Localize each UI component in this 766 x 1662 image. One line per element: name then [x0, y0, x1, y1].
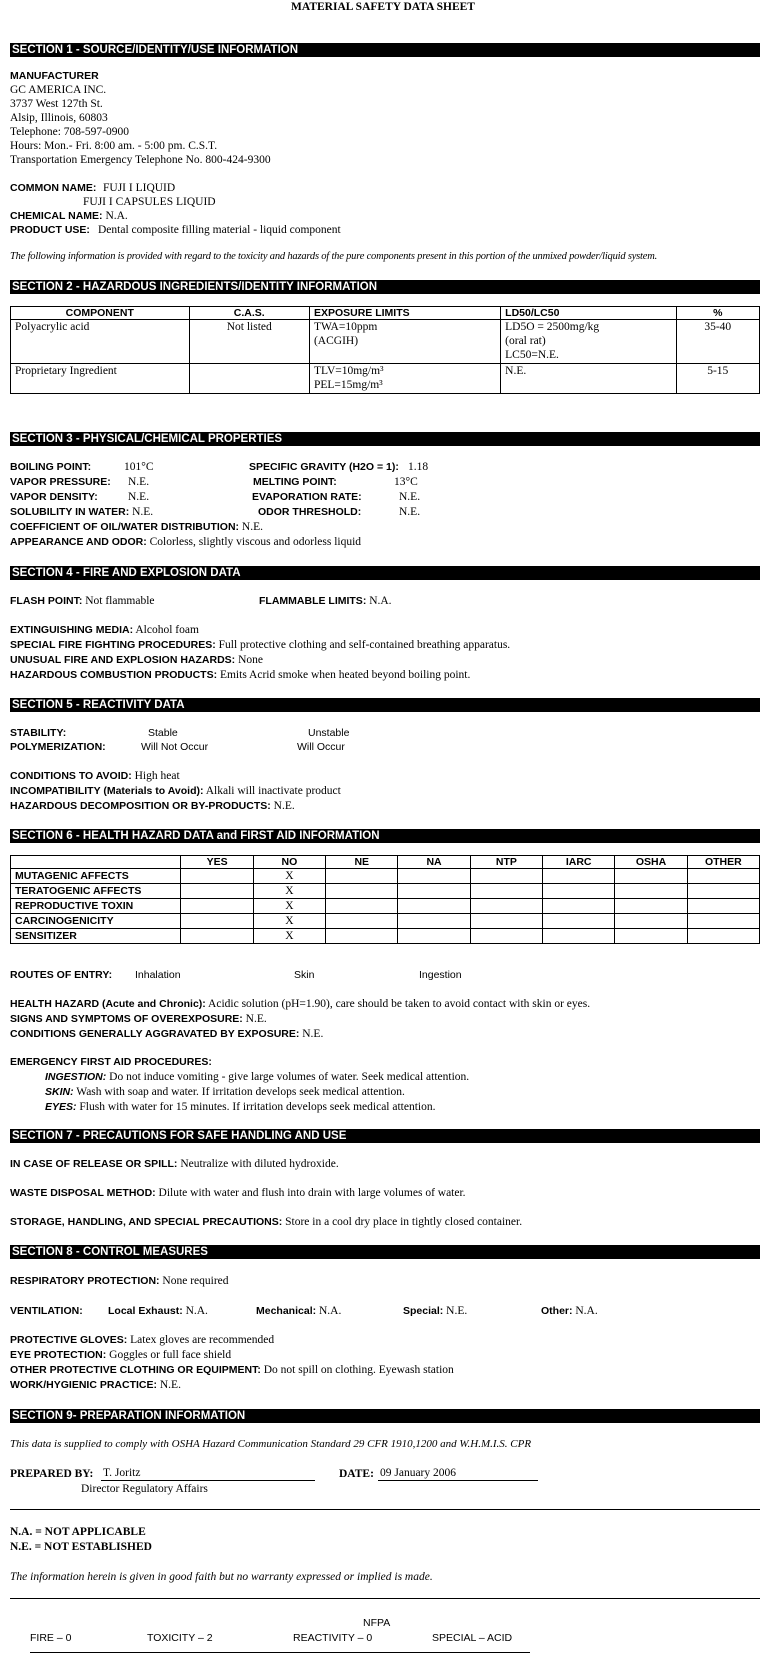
no-mark: X [253, 929, 325, 944]
conditions-aggravated-label: CONDITIONS GENERALLY AGGRAVATED BY EXPOSURE: [10, 1028, 300, 1040]
table-row [11, 884, 760, 899]
stable-option: Stable [148, 727, 178, 739]
col-blank [11, 856, 181, 869]
section-6-header: SECTION 6 - HEALTH HAZARD DATA and FIRST AID INFORMATION [10, 829, 760, 843]
signs-symptoms-label: SIGNS AND SYMPTOMS OF OVEREXPOSURE: [10, 1013, 243, 1025]
special-label: Special: [403, 1305, 444, 1317]
route-skin: Skin [294, 969, 315, 981]
divider [30, 1652, 530, 1653]
evaporation-rate-value: N.E. [399, 491, 421, 503]
no-mark: X [253, 884, 325, 899]
nfpa-toxicity: TOXICITY – 2 [147, 1632, 213, 1644]
gloves-label: PROTECTIVE GLOVES: [10, 1334, 128, 1346]
coefficient-label: COEFFICIENT OF OIL/WATER DISTRIBUTION: [10, 521, 240, 533]
stability-label: STABILITY: [10, 727, 67, 739]
will-occur-option: Will Occur [297, 741, 345, 753]
percent-cell: 5-15 [676, 364, 759, 394]
address-line-1: 3737 West 127th St. [10, 98, 103, 110]
odor-threshold-label: ODOR THRESHOLD: [258, 506, 362, 518]
work-practice-label: WORK/HYGIENIC PRACTICE: [10, 1379, 157, 1391]
common-name-2: FUJI I CAPSULES LIQUID [83, 196, 216, 208]
hazard-label: CARCINOGENICITY [11, 914, 181, 929]
evaporation-rate-label: EVAPORATION RATE: [252, 491, 362, 503]
flash-point-label: FLASH POINT: [10, 595, 83, 607]
flammable-limits-value: N.A. [369, 595, 392, 607]
ne-definition: N.E. = NOT ESTABLISHED [10, 1541, 152, 1553]
col-ntp: NTP [470, 856, 542, 869]
hazard-label: SENSITIZER [11, 929, 181, 944]
no-mark: X [253, 869, 325, 884]
other-clothing-value: Do not spill on clothing. Eyewash station [263, 1364, 454, 1376]
storage-label: STORAGE, HANDLING, AND SPECIAL PRECAUTIONS: [10, 1216, 283, 1228]
section-8-header: SECTION 8 - CONTROL MEASURES [10, 1245, 760, 1259]
conditions-aggravated-value: N.E. [302, 1028, 324, 1040]
hazard-label: TERATOGENIC AFFECTS [11, 884, 181, 899]
specific-gravity-value: 1.18 [408, 461, 429, 473]
col-iarc: IARC [543, 856, 615, 869]
boiling-point-label: BOILING POINT: [10, 461, 92, 473]
vapor-density-value: N.E. [128, 491, 150, 503]
unusual-hazards-label: UNUSUAL FIRE AND EXPLOSION HAZARDS: [10, 654, 236, 666]
incompatibility-value: Alkali will inactivate product [205, 785, 341, 797]
specific-gravity-label: SPECIFIC GRAVITY (H2O = 1): [249, 461, 399, 473]
decomposition-value: N.E. [273, 800, 295, 812]
divider [10, 1598, 760, 1599]
ingestion-value: Do not induce vomiting - give large volumes of water. Seek medical attention. [109, 1071, 470, 1083]
col-other: OTHER [687, 856, 759, 869]
storage-value: Store in a cool dry place in tightly closed container. [285, 1216, 523, 1228]
table-row [11, 899, 760, 914]
exposure-cell [309, 364, 500, 394]
exposure-cell [309, 320, 500, 364]
health-hazard-label: HEALTH HAZARD (Acute and Chronic): [10, 998, 206, 1010]
route-ingestion: Ingestion [419, 969, 462, 981]
waste-disposal-value: Dilute with water and flush into drain with large volumes of water. [158, 1187, 466, 1199]
table-row [11, 914, 760, 929]
cas-cell [189, 364, 309, 394]
exposure-line: TLV=10mg/m³ [313, 365, 384, 377]
section-4-header: SECTION 4 - FIRE AND EXPLOSION DATA [10, 566, 760, 580]
health-hazard-value: Acidic solution (pH=1.90), care should be taken to avoid contact with skin or eyes. [208, 998, 591, 1010]
section-9-header: SECTION 9- PREPARATION INFORMATION [10, 1409, 760, 1423]
boiling-point-value: 101°C [124, 461, 154, 473]
flash-point-value: Not flammable [85, 595, 155, 607]
section-2-header: SECTION 2 - HAZARDOUS INGREDIENTS/IDENTITY INFORMATION [10, 280, 760, 294]
divider [10, 1509, 760, 1510]
exposure-line: PEL=15mg/m³ [313, 379, 383, 391]
vapor-density-label: VAPOR DENSITY: [10, 491, 98, 503]
mechanical-label: Mechanical: [256, 1305, 317, 1317]
manufacturer-label: MANUFACTURER [10, 70, 99, 82]
eyes-label: EYES: [45, 1101, 77, 1113]
ld50-cell: N.E. [501, 364, 676, 394]
ld50-cell [501, 320, 676, 364]
eye-protection-label: EYE PROTECTION: [10, 1349, 107, 1361]
hazard-label: MUTAGENIC AFFECTS [11, 869, 181, 884]
table-row [11, 364, 760, 394]
melting-point-value: 13°C [394, 476, 418, 488]
toxicity-note: The following information is provided with regard to the toxicity and hazards of the pure components present in this portion of the unmixed powder/liquid system. [10, 251, 658, 262]
first-aid-label: EMERGENCY FIRST AID PROCEDURES: [10, 1056, 212, 1068]
odor-threshold-value: N.E. [399, 506, 421, 518]
ld50-line: LD5O = 2500mg/kg [505, 321, 600, 333]
extinguishing-value: Alcohol foam [135, 624, 199, 636]
component-cell: Polyacrylic acid [11, 320, 190, 364]
conditions-to-avoid-value: High heat [134, 770, 180, 782]
unstable-option: Unstable [308, 727, 350, 739]
col-yes: YES [181, 856, 253, 869]
date-label: DATE: [339, 1468, 374, 1480]
signs-symptoms-value: N.E. [245, 1013, 267, 1025]
coefficient-value: N.E. [241, 521, 264, 533]
col-exposure-limits: EXPOSURE LIMITS [309, 307, 500, 320]
health-hazard-table [10, 855, 760, 944]
respiratory-label: RESPIRATORY PROTECTION: [10, 1275, 160, 1287]
hours: Hours: Mon.- Fri. 8:00 am. - 5:00 pm. C.S.T. [10, 140, 218, 152]
no-mark: X [253, 899, 325, 914]
ventilation-label: VENTILATION: [10, 1305, 83, 1317]
eye-protection-value: Goggles or full face shield [109, 1349, 232, 1361]
ingredients-table [10, 306, 760, 394]
vapor-pressure-label: VAPOR PRESSURE: [10, 476, 111, 488]
special-fire-value: Full protective clothing and self-contained breathing apparatus. [218, 639, 511, 651]
melting-point-label: MELTING POINT: [253, 476, 337, 488]
table-row [11, 869, 760, 884]
solubility-label: SOLUBILITY IN WATER: [10, 506, 130, 518]
no-mark: X [253, 914, 325, 929]
will-not-occur-option: Will Not Occur [141, 741, 209, 753]
col-osha: OSHA [615, 856, 687, 869]
respiratory-value: None required [162, 1275, 229, 1287]
exposure-line: (ACGIH) [313, 335, 359, 347]
col-percent: % [676, 307, 759, 320]
document-title: MATERIAL SAFETY DATA SHEET [291, 1, 475, 13]
preparer-role: Director Regulatory Affairs [81, 1483, 208, 1495]
chemical-name-label: CHEMICAL NAME: [10, 210, 103, 222]
other-value: N.A. [575, 1305, 598, 1317]
appearance-label: APPEARANCE AND ODOR: [10, 536, 147, 548]
combustion-products-label: HAZARDOUS COMBUSTION PRODUCTS: [10, 669, 218, 681]
spill-label: IN CASE OF RELEASE OR SPILL: [10, 1158, 178, 1170]
common-name-label: COMMON NAME: [10, 182, 97, 194]
col-no: NO [253, 856, 325, 869]
appearance-value: Colorless, slightly viscous and odorless liquid [149, 536, 362, 548]
local-exhaust-value: N.A. [185, 1305, 208, 1317]
vapor-pressure-value: N.E. [128, 476, 150, 488]
table-row [11, 929, 760, 944]
date-value: 09 January 2006 [380, 1467, 457, 1479]
company-name: GC AMERICA INC. [10, 84, 107, 96]
nfpa-fire: FIRE – 0 [30, 1632, 72, 1644]
prepared-by-label: PREPARED BY: [10, 1468, 94, 1480]
skin-label: SKIN: [45, 1086, 74, 1098]
conditions-to-avoid-label: CONDITIONS TO AVOID: [10, 770, 132, 782]
hazard-label: REPRODUCTIVE TOXIN [11, 899, 181, 914]
routes-of-entry-label: ROUTES OF ENTRY: [10, 969, 113, 981]
local-exhaust-label: Local Exhaust: [108, 1305, 183, 1317]
extinguishing-label: EXTINGUISHING MEDIA: [10, 624, 134, 636]
component-cell: Proprietary Ingredient [11, 364, 190, 394]
waste-disposal-label: WASTE DISPOSAL METHOD: [10, 1187, 156, 1199]
col-ld50: LD50/LC50 [501, 307, 676, 320]
disclaimer: The information herein is given in good faith but no warranty expressed or implied is made. [10, 1571, 433, 1583]
prepared-by-value: T. Joritz [103, 1467, 141, 1479]
na-definition: N.A. = NOT APPLICABLE [10, 1526, 146, 1538]
emergency-phone: Transportation Emergency Telephone No. 800-424-9300 [10, 154, 271, 166]
table-row [11, 320, 760, 364]
exposure-line: TWA=10ppm [313, 321, 378, 333]
combustion-products-value: Emits Acrid smoke when heated beyond boiling point. [219, 669, 471, 681]
nfpa-special: SPECIAL – ACID [432, 1632, 513, 1644]
other-label: Other: [541, 1305, 573, 1317]
section-5-header: SECTION 5 - REACTIVITY DATA [10, 698, 760, 712]
work-practice-value: N.E. [159, 1379, 181, 1391]
eyes-value: Flush with water for 15 minutes. If irritation develops seek medical attention. [79, 1101, 436, 1113]
unusual-hazards-value: None [238, 654, 263, 666]
spill-value: Neutralize with diluted hydroxide. [180, 1158, 339, 1170]
ld50-line: (oral rat) [505, 335, 546, 347]
nfpa-reactivity: REACTIVITY – 0 [293, 1632, 373, 1644]
section-3-header: SECTION 3 - PHYSICAL/CHEMICAL PROPERTIES [10, 432, 760, 446]
incompatibility-label: INCOMPATIBILITY (Materials to Avoid): [10, 785, 204, 797]
cas-cell: Not listed [189, 320, 309, 364]
col-cas: C.A.S. [189, 307, 309, 320]
nfpa-label: NFPA [363, 1617, 391, 1629]
chemical-name-value: N.A. [105, 210, 128, 222]
common-name-1: FUJI I LIQUID [103, 182, 176, 194]
product-use-label: PRODUCT USE: [10, 224, 90, 236]
ingestion-label: INGESTION: [45, 1071, 107, 1083]
product-use-value: Dental composite filling material - liquid component [98, 224, 341, 236]
polymerization-label: POLYMERIZATION: [10, 741, 106, 753]
special-value: N.E. [446, 1305, 468, 1317]
ld50-line: LC50=N.E. [505, 349, 559, 361]
address-line-2: Alsip, Illinois, 60803 [10, 112, 108, 124]
col-component: COMPONENT [11, 307, 190, 320]
percent-cell: 35-40 [676, 320, 759, 364]
flammable-limits-label: FLAMMABLE LIMITS: [259, 595, 367, 607]
mechanical-value: N.A. [318, 1305, 342, 1317]
col-ne: NE [326, 856, 398, 869]
skin-value: Wash with soap and water. If irritation develops seek medical attention. [76, 1086, 405, 1098]
solubility-value: N.E. [132, 506, 154, 518]
other-clothing-label: OTHER PROTECTIVE CLOTHING OR EQUIPMENT: [10, 1364, 261, 1376]
decomposition-label: HAZARDOUS DECOMPOSITION OR BY-PRODUCTS: [10, 800, 271, 812]
section-7-header: SECTION 7 - PRECAUTIONS FOR SAFE HANDLING AND USE [10, 1129, 760, 1143]
route-inhalation: Inhalation [135, 969, 181, 981]
compliance-note: This data is supplied to comply with OSHA Hazard Communication Standard 29 CFR 1910,1200 and W.H.M.I.S. CPR [10, 1438, 532, 1450]
gloves-value: Latex gloves are recommended [130, 1334, 275, 1346]
section-1-header: SECTION 1 - SOURCE/IDENTITY/USE INFORMATION [10, 43, 760, 57]
telephone: Telephone: 708-597-0900 [10, 126, 129, 138]
col-na: NA [398, 856, 470, 869]
special-fire-label: SPECIAL FIRE FIGHTING PROCEDURES: [10, 639, 216, 651]
